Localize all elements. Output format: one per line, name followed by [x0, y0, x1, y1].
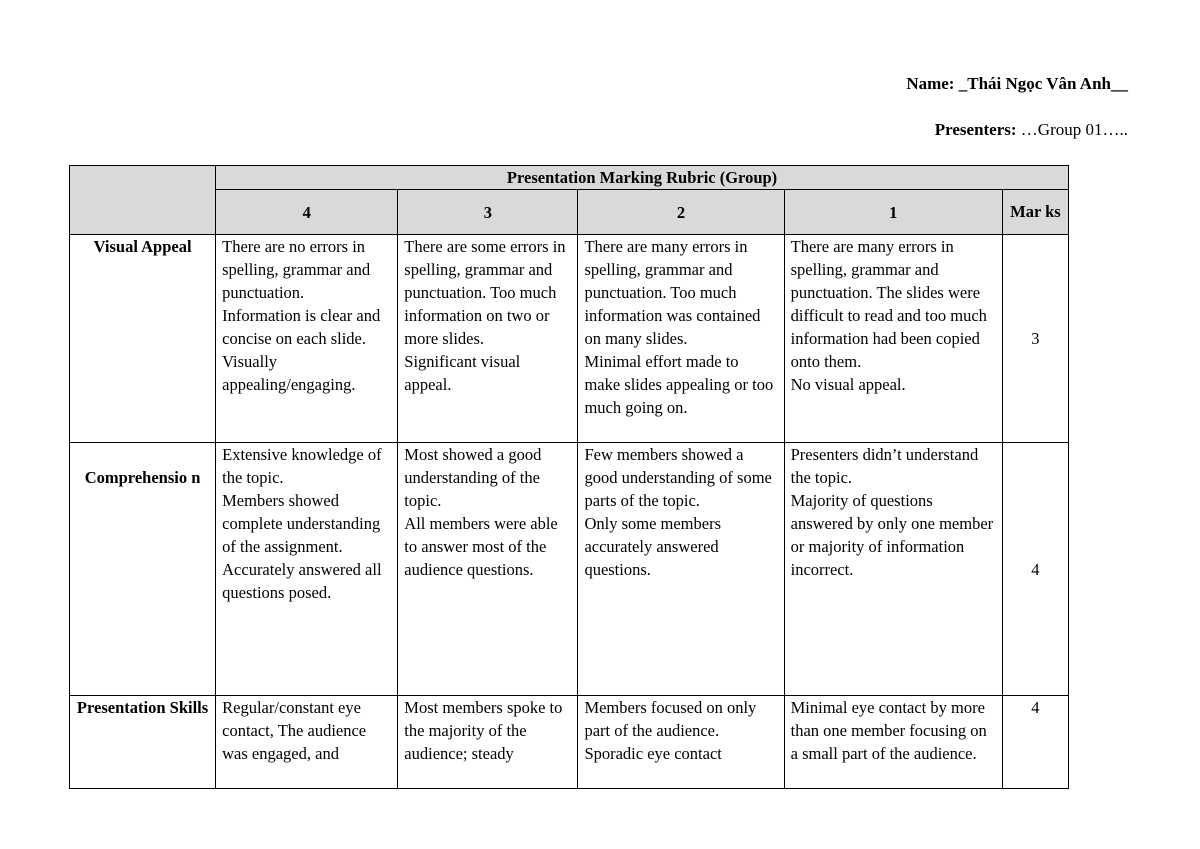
rubric-title: Presentation Marking Rubric (Group) — [216, 166, 1069, 190]
marks-header: Mar ks — [1002, 190, 1068, 235]
presenters-label: Presenters: — [934, 120, 1017, 139]
presenters-line — [935, 120, 1128, 140]
descriptor-cell: Presenters didn’t understand the topic. Majority of questions answered by only one member or majority of information incorrect. — [784, 443, 1002, 696]
corner-cell — [70, 166, 216, 235]
presenters-value: …Group 01….. — [1020, 120, 1128, 139]
descriptor-cell: There are many errors in spelling, grammar and punctuation. The slides were difficult to read and too much information had been copied onto them. No visual appeal. — [784, 235, 1002, 443]
mark-comprehension: 4 — [1002, 443, 1068, 696]
criterion-presentation-skills: Presentation Skills — [70, 696, 216, 789]
descriptor-cell: Most showed a good understanding of the topic. All members were able to answer most of the audience questions. — [398, 443, 578, 696]
criterion-comprehension: Comprehensio n — [70, 443, 216, 696]
descriptor-cell: Most members spoke to the majority of the audience; steady — [398, 696, 578, 789]
score-header-3: 3 — [398, 190, 578, 235]
table-row — [70, 235, 1069, 443]
mark-visual-appeal: 3 — [1002, 235, 1068, 443]
descriptor-cell: There are some errors in spelling, grammar and punctuation. Too much information on two or more slides. Significant visual appeal. — [398, 235, 578, 443]
score-header-1: 1 — [784, 190, 1002, 235]
table-row — [70, 696, 1069, 789]
rubric-table — [69, 165, 1069, 789]
descriptor-cell: Few members showed a good understanding of some parts of the topic. Only some members accurately answered questions. — [578, 443, 784, 696]
descriptor-cell: There are many errors in spelling, grammar and punctuation. Too much information was contained on many slides. Minimal effort made to make slides appealing or too much going on. — [578, 235, 784, 443]
rubric-title-row — [70, 166, 1069, 190]
name-value: _Thái Ngọc Vân Anh__ — [958, 74, 1128, 93]
criterion-visual-appeal: Visual Appeal — [70, 235, 216, 443]
score-header-2: 2 — [578, 190, 784, 235]
score-header-row — [70, 190, 1069, 235]
name-label: Name: — [906, 74, 955, 93]
descriptor-cell: Extensive knowledge of the topic. Members showed complete understanding of the assignment. Accurately answered all questions posed. — [216, 443, 398, 696]
table-row — [70, 443, 1069, 696]
descriptor-cell: Regular/constant eye contact, The audience was engaged, and — [216, 696, 398, 789]
mark-presentation-skills: 4 — [1002, 696, 1068, 789]
descriptor-cell: Members focused on only part of the audience. Sporadic eye contact — [578, 696, 784, 789]
descriptor-cell: There are no errors in spelling, grammar and punctuation. Information is clear and concise on each slide. Visually appealing/engaging. — [216, 235, 398, 443]
score-header-4: 4 — [216, 190, 398, 235]
student-name-line — [906, 74, 1128, 94]
descriptor-cell: Minimal eye contact by more than one member focusing on a small part of the audience. — [784, 696, 1002, 789]
